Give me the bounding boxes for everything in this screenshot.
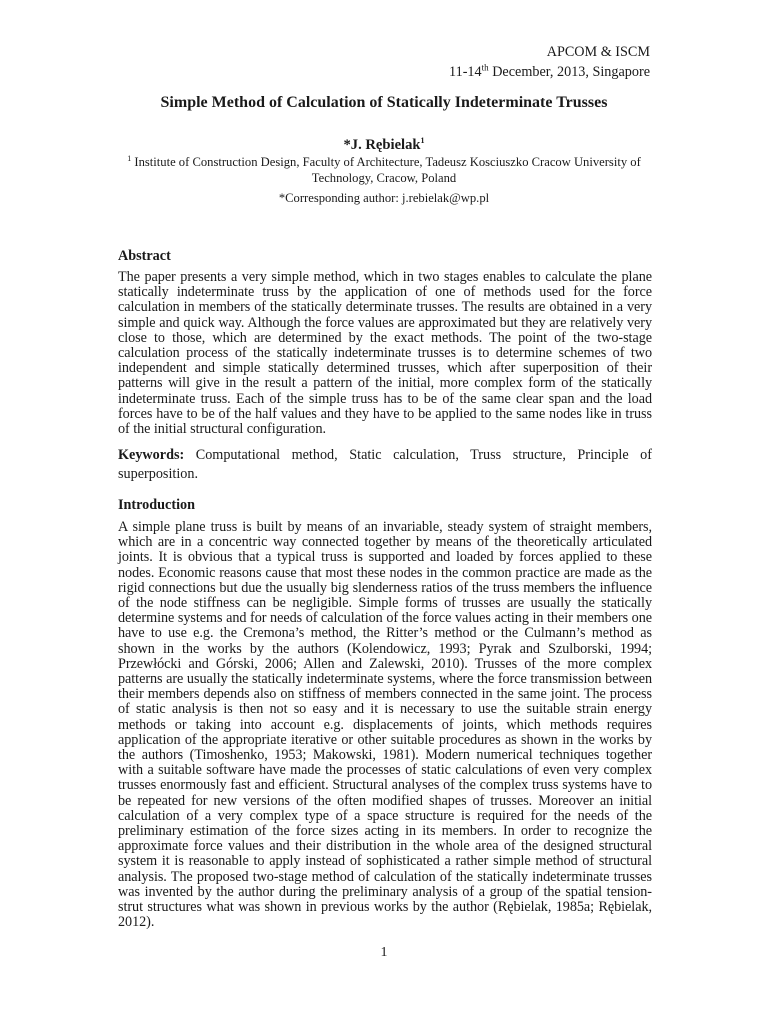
introduction-text: A simple plane truss is built by means of an invariable, steady system of straight members, which are in a concentric way connected together by means of the theoretically articulated joints. It is obvious that a typical truss is supported and loaded by forces applied to these nodes. Economic reasons cause that most these nodes in the common practice are made as the rigid connections but due the usually big slenderness ratios of the truss members the influence of the node stiffness can be negligible. Simple forms of trusses are usually the statically determine systems and for needs of calculation of the force values acting in their members one have to use e.g. the Cremona’s method, the Ritter’s method or the Culmann’s method as shown in the works by the authors (Kolendowicz, 1993; Pyrak and Szulborski, 1994; Przewłócki and Górski, 2006; Allen and Zalewski, 2010). Trusses of the more complex patterns are usually the statically indeterminate systems, where the force transmission between their members depends also on stiffness of members connected in the same joint. The process of static analysis is then not so easy and it is necessary to use the suitable strain energy methods or taking into account e.g. displacements of joints, which methods requires application of the appropriate iterative or other suitable procedures as shown in the works by the authors (Timoshenko, 1953; Makowski, 1981). Modern numerical techniques together with a suitable software have made the processes of static calculations of even very complex trusses enormously fast and efficient. Structural analyses of the complex truss systems have to be repeated for new versions of the often modified shapes of trusses. Moreover an initial calculation of a very complex type of a space structure is required for the needs of the preliminary estimation of the force sizes acting in its members. In order to recognize the approximate force values and their distribution in the whole area of the designed structural system it is reasonable to apply instead of sophisticated a rather simple method of structural analysis. The proposed two-stage method of calculation of the statically indeterminate trusses was invented by the author during the preliminary analysis of a group of the spatial tension-strut structures what was shown in previous works by the author (Rębielak, 1985a; Rębielak, 2012). <box>118 519 652 931</box>
paper-title: Simple Method of Calculation of Statically Indeterminate Trusses <box>160 94 608 111</box>
abstract-text: The paper presents a very simple method, which in two stages enables to calculate the plane statically indeterminate truss by the application of one of methods used for the force calculation in members of the statically determinate trusses. The results are obtained in a very simple and quick way. Although the force values are approximated but they are relatively very close to those, which are determined by the exact methods. The point of the two-stage calculation process of the statically indeterminate trusses is to determine schemes of two independent and simple statically determined trusses, which after superposition of their patterns will give in the result a pattern of the initial, more complex form of the statically indeterminate truss. Each of the simple truss has to be of the same clear span and the load forces have to be of the half values and they have to be applied to the same nodes like in truss of the initial structural configuration. <box>118 269 652 438</box>
author-affiliation: $^1$ Institute of Construction Design, Faculty of Architecture, Tadeusz Kosciuszko Cracow University of Technology, Cracow, Poland <box>127 153 641 185</box>
keywords-label: Keywords: <box>118 447 185 463</box>
keywords <box>118 446 652 484</box>
conference-name: APCOM & ISCM <box>546 44 650 60</box>
introduction-heading: Introduction <box>118 497 195 513</box>
abstract-heading: Abstract <box>118 248 171 264</box>
page-number: 1 <box>380 945 388 960</box>
corresponding-author: *Corresponding author: j.rebielak@wp.pl <box>278 191 490 205</box>
keywords-text: Computational method, Static calculation, Truss structure, Principle of superposition. <box>118 447 652 482</box>
conference-date: 11-14th December, 2013, Singapore <box>449 62 650 80</box>
paper-author: *J. Rębielak$^1$ <box>343 136 425 153</box>
conference-header <box>449 42 650 82</box>
